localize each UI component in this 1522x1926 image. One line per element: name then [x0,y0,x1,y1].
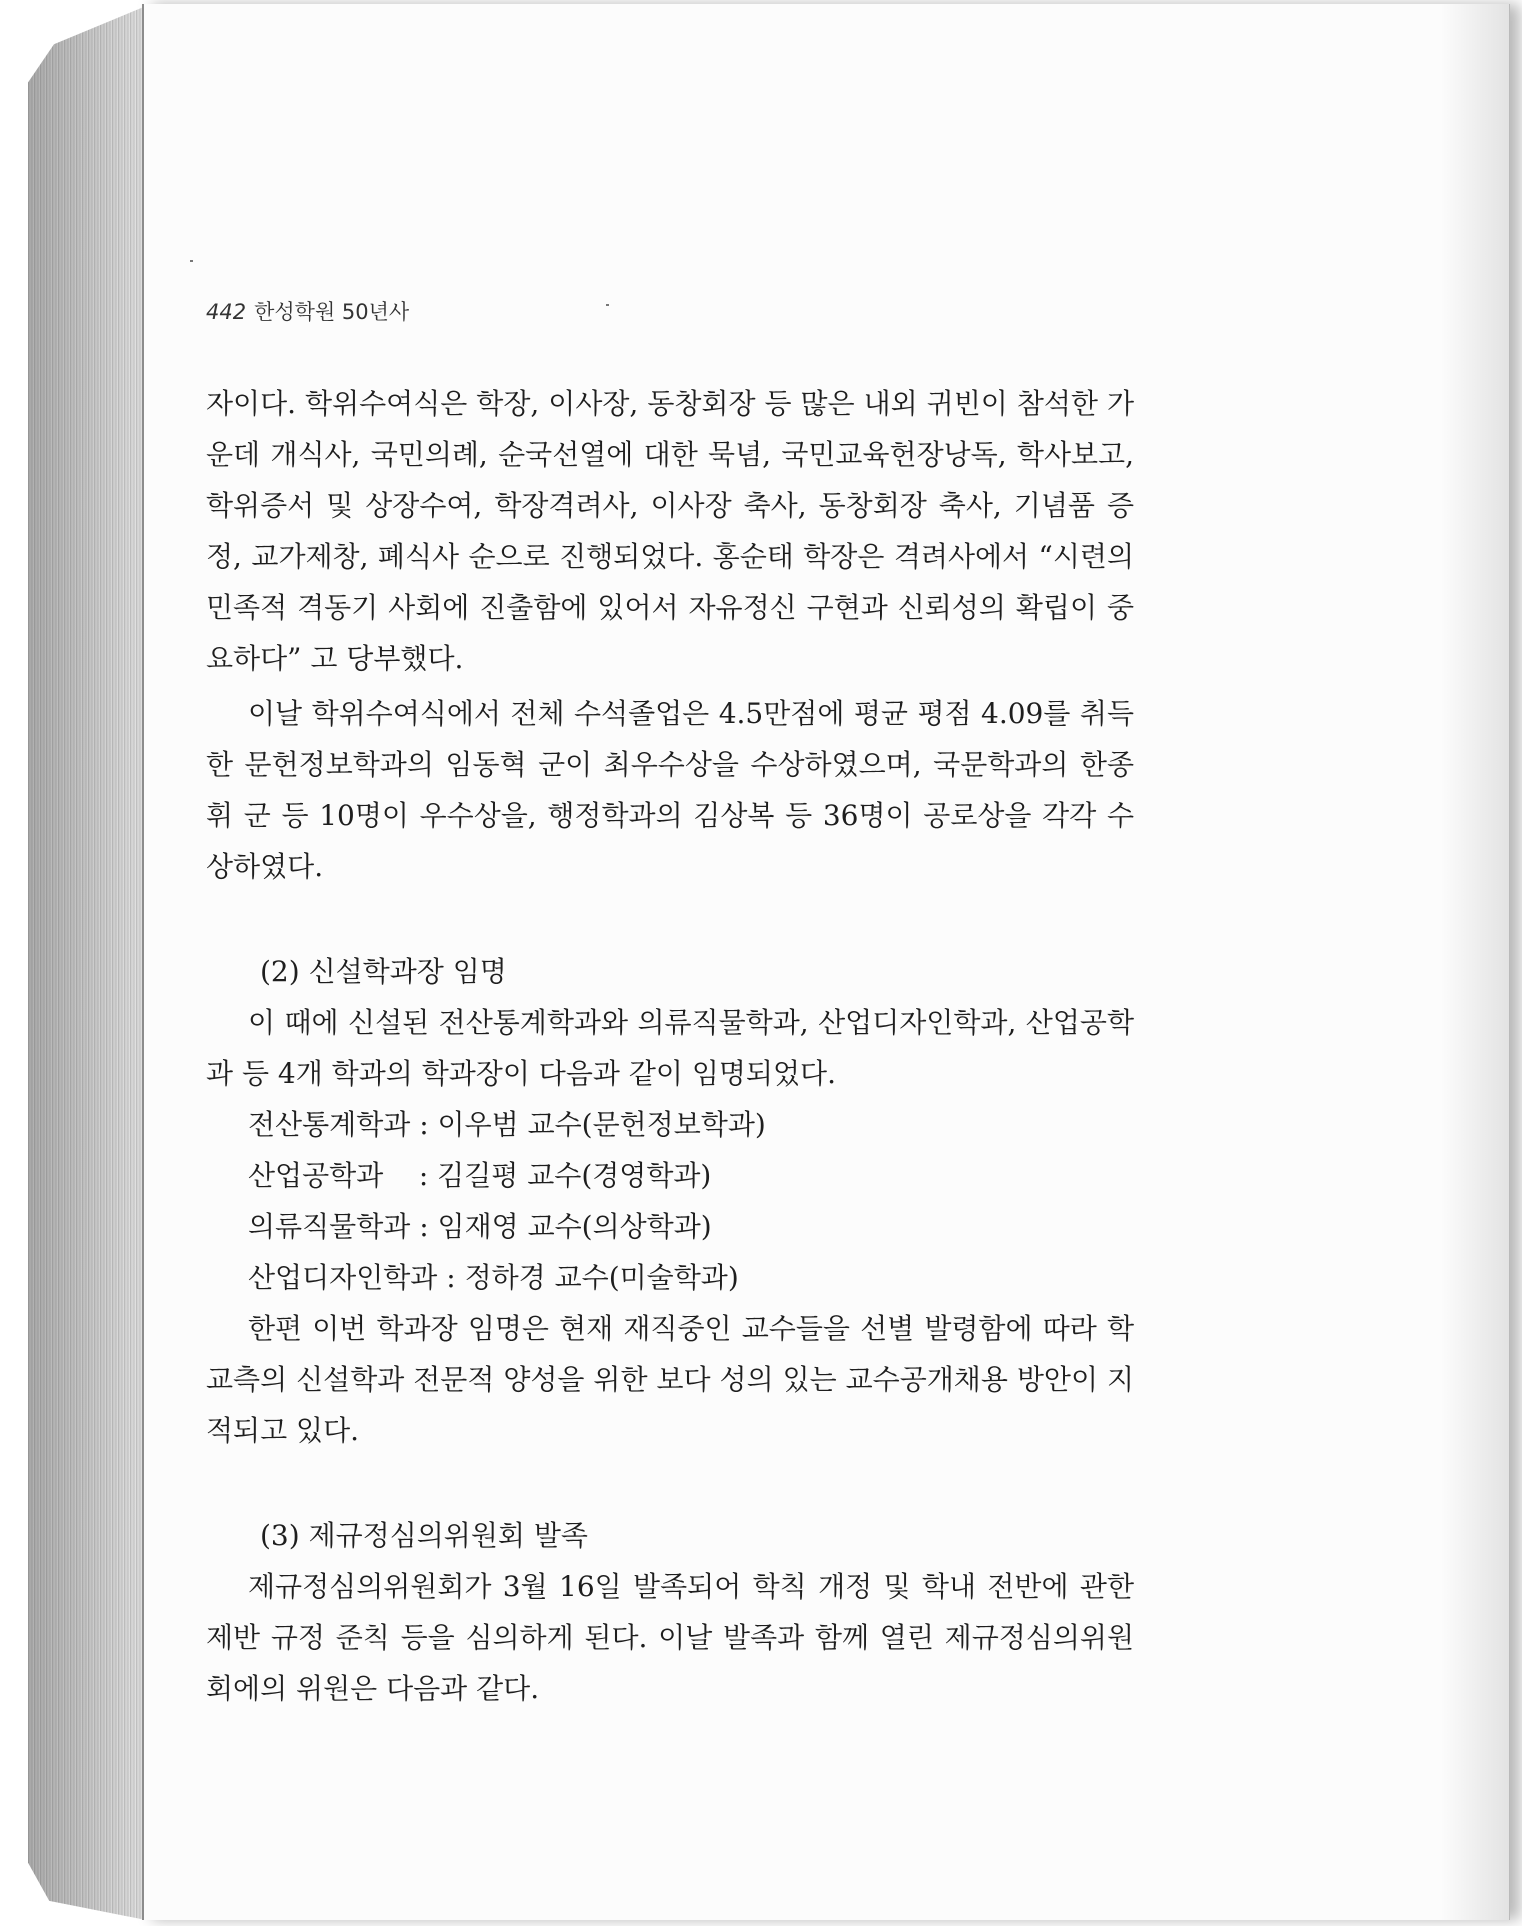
appointment-line: 의류직물학과 : 임재영 교수(의상학과) [248,1210,712,1243]
book-title: 한성학원 50년사 [254,300,410,324]
scan-speck [190,260,193,262]
appointment-line: 산업디자인학과 : 정하경 교수(미술학과) [248,1261,739,1294]
paragraph: 제규정심의위원회가 3월 16일 발족되어 학칙 개정 및 학내 전반에 관한 제반 규정 준칙 등을 심의하게 된다. 이날 발족과 함께 열린 제규정심의위원회에의 위원은 다음과 같다. [206,1570,1134,1705]
section-heading: (3) 제규정심의위원회 발족 [260,1519,588,1552]
appointment-line: 전산통계학과 : 이우범 교수(문헌정보학과) [248,1108,766,1141]
page-gutter-shadow [1440,4,1510,1920]
scan-speck [606,304,609,306]
page-body [206,378,1134,1714]
paragraph: 이날 학위수여식에서 전체 수석졸업은 4.5만점에 평균 평점 4.09를 취득한 문헌정보학과의 임동혁 군이 최우수상을 수상하였으며, 국문학과의 한종휘 군 등 10명이 우수상을, 행정학과의 김상복 등 36명이 공로상을 각각 수상하였다. [206,697,1134,883]
paragraph: 자이다. 학위수여식은 학장, 이사장, 동창회장 등 많은 내외 귀빈이 참석한 가운데 개식사, 국민의례, 순국선열에 대한 묵념, 국민교육헌장낭독, 학사보고, 학위증서 및 상장수여, 학장격려사, 이사장 축사, 동창회장 축사, 기념품 증정, 교가제창, 폐식사 순으로 진행되었다. 홍순태 학장은 격려사에서 “시련의 민족적 격동기 사회에 진출함에 있어서 자유정신 구현과 신뢰성의 확립이 중요하다” 고 당부했다. [206,387,1134,675]
book-edge-shadow [28,6,146,1920]
appointment-line: 산업공학과 : 김길평 교수(경영학과) [248,1159,712,1192]
page-number: 442 [206,300,247,324]
paragraph: 한편 이번 학과장 임명은 현재 재직중인 교수들을 선별 발령함에 따라 학교측의 신설학과 전문적 양성을 위한 보다 성의 있는 교수공개채용 방안이 지적되고 있다. [206,1312,1134,1447]
paragraph: 이 때에 신설된 전산통계학과와 의류직물학과, 산업디자인학과, 산업공학과 등 4개 학과의 학과장이 다음과 같이 임명되었다. [206,1006,1134,1090]
running-header [206,296,409,326]
section-heading: (2) 신설학과장 임명 [260,955,507,988]
